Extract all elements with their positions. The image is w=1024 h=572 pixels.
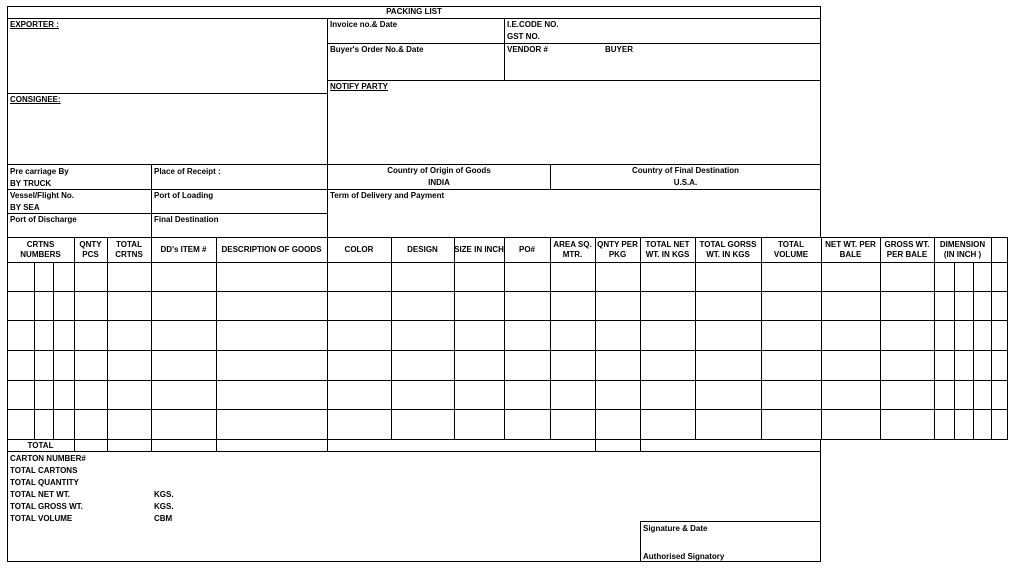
col-header-dimension: DIMENSION (IN INCH ) xyxy=(939,239,986,259)
final-dest-country-value: U.S.A. xyxy=(673,178,698,187)
origin-value: INDIA xyxy=(428,178,450,187)
col-line xyxy=(107,237,108,452)
col-header-color: COLOR xyxy=(344,244,374,254)
buyer-label: BUYER xyxy=(605,45,634,54)
col-header-qnty-pcs: QNTY PCS xyxy=(79,239,102,259)
sub-col-line xyxy=(34,262,35,440)
col-header-design: DESIGN xyxy=(407,244,438,254)
pre-carriage-value: BY TRUCK xyxy=(10,179,52,188)
col-header-net-wt-per-bale: NET WT. PER BALE xyxy=(825,239,876,259)
col-header-total-volume: TOTAL VOLUME xyxy=(773,239,809,259)
col-line xyxy=(640,237,641,452)
port-discharge-label: Port of Discharge xyxy=(10,215,77,224)
row-line xyxy=(7,409,1008,410)
buyers-order-label: Buyer's Order No.& Date xyxy=(330,45,424,54)
vessel-value: BY SEA xyxy=(10,203,40,212)
col-header-qnty-per-pkg: QNTY PER PKG xyxy=(597,239,638,259)
row-line xyxy=(7,262,1008,263)
total-volume-unit: CBM xyxy=(154,514,173,523)
pre-carriage-label: Pre carriage By xyxy=(10,167,69,176)
place-of-receipt-label: Place of Receipt : xyxy=(154,167,221,176)
vessel-label: Vessel/Flight No. xyxy=(10,191,75,200)
final-dest-country-label: Country of Final Destination xyxy=(631,166,740,175)
total-net-wt-label: TOTAL NET WT. xyxy=(10,490,70,499)
total-quantity-label: TOTAL QUANTITY xyxy=(10,478,79,487)
sub-col-line xyxy=(53,262,54,440)
col-header-description: DESCRIPTION OF GOODS xyxy=(221,244,322,254)
col-header-total-net-wt: TOTAL NET WT. IN KGS xyxy=(645,239,690,259)
sub-col-line xyxy=(973,262,974,440)
row-line xyxy=(7,320,1008,321)
row-line xyxy=(7,350,1008,351)
col-header-area: AREA SQ. MTR. xyxy=(553,239,592,259)
term-label: Term of Delivery and Payment xyxy=(330,191,445,200)
sub-col-line xyxy=(954,262,955,440)
authorised-label: Authorised Signatory xyxy=(643,552,725,561)
invoice-label: Invoice no.& Date xyxy=(330,20,398,29)
col-header-size: SIZE IN INCH xyxy=(454,244,504,254)
row-line xyxy=(7,291,1008,292)
col-header-total-crtns: TOTAL CRTNS xyxy=(115,239,143,259)
total-label: TOTAL xyxy=(27,441,54,450)
col-line xyxy=(216,237,217,452)
row-line xyxy=(7,380,1008,381)
vendor-label: VENDOR # xyxy=(507,45,548,54)
ie-code-label: I.E.CODE NO. xyxy=(507,20,559,29)
total-volume-label: TOTAL VOLUME xyxy=(10,514,73,523)
origin-label: Country of Origin of Goods xyxy=(387,166,491,175)
col-line xyxy=(595,237,596,452)
total-net-wt-unit: KGS. xyxy=(154,490,174,499)
exporter-label: EXPORTER : xyxy=(10,20,59,29)
form-title: PACKING LIST xyxy=(386,7,442,16)
col-header-po: PO# xyxy=(518,244,535,254)
col-header-gross-wt-per-bale: GROSS WT. PER BALE xyxy=(884,239,930,259)
consignee-label: CONSIGNEE: xyxy=(10,95,61,104)
vendor-box xyxy=(504,43,821,81)
final-destination-label: Final Destination xyxy=(154,215,219,224)
col-line xyxy=(151,237,152,452)
gst-label: GST NO. xyxy=(507,32,540,41)
total-gross-wt-label: TOTAL GROSS WT. xyxy=(10,502,83,511)
carton-number-label: CARTON NUMBER# xyxy=(10,454,86,463)
col-line xyxy=(74,237,75,452)
total-gross-wt-unit: KGS. xyxy=(154,502,174,511)
notify-party-box xyxy=(327,80,821,165)
signature-label: Signature & Date xyxy=(643,524,708,533)
col-header-total-gross-wt: TOTAL GORSS WT. IN KGS xyxy=(699,239,757,259)
total-cartons-label: TOTAL CARTONS xyxy=(10,466,78,475)
notify-party-label: NOTIFY PARTY xyxy=(330,82,388,91)
col-line xyxy=(327,237,328,452)
col-header-crtns-numbers: CRTNS NUMBERS xyxy=(20,239,61,259)
col-header-item: DD's ITEM # xyxy=(160,244,207,254)
port-loading-label: Port of Loading xyxy=(154,191,214,200)
